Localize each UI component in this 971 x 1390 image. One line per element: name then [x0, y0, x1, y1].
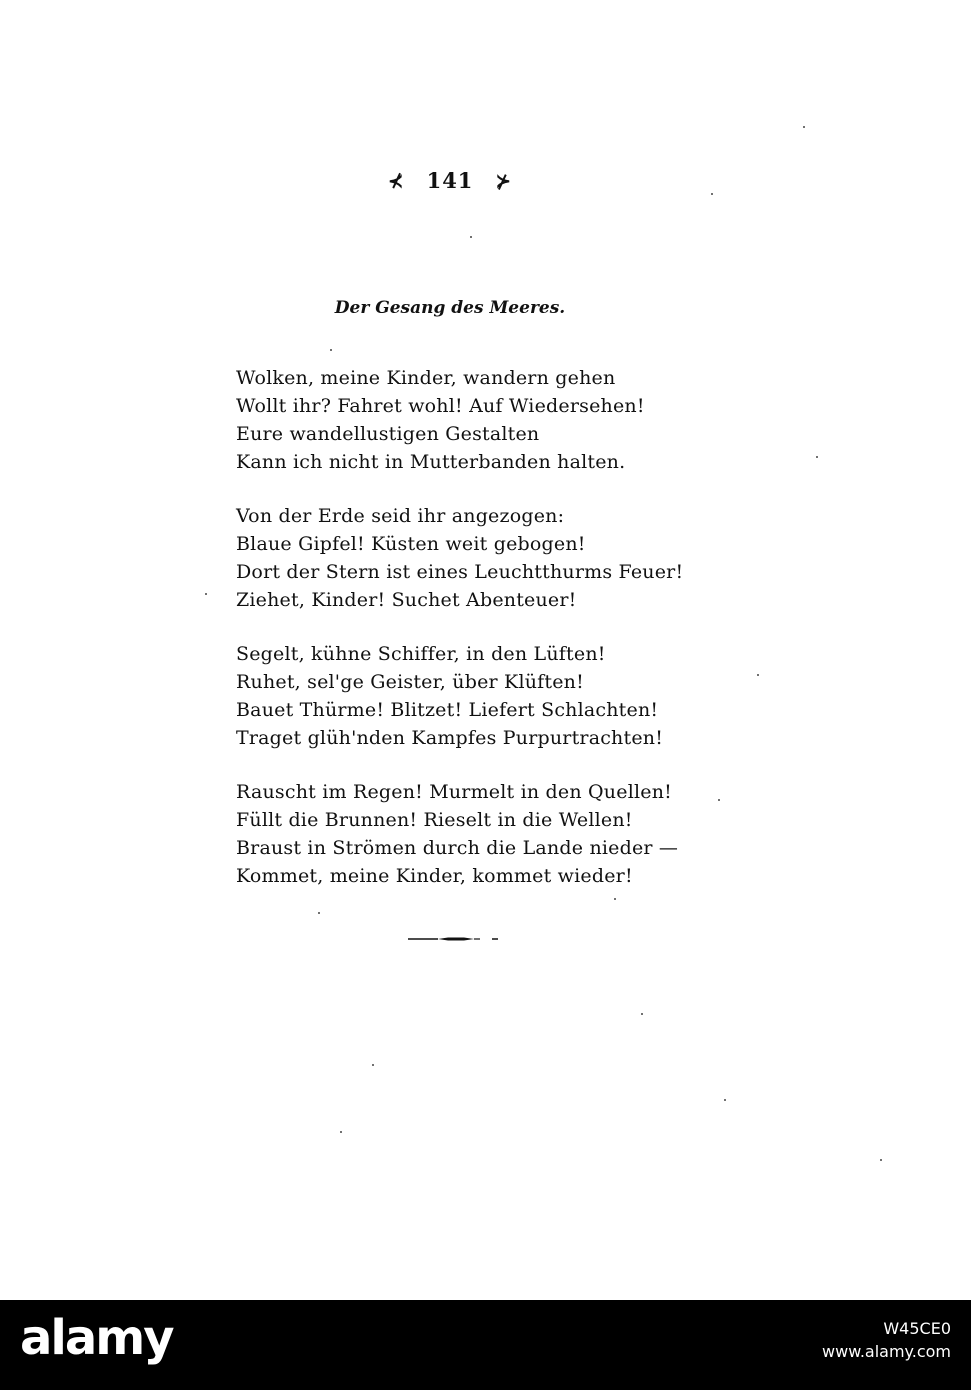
poem-line: Bauet Thürme! Blitzet! Liefert Schlachten!: [236, 699, 659, 721]
speck: [330, 349, 332, 351]
poem-body: [236, 364, 696, 916]
speck: [880, 1159, 882, 1161]
poem-line: Wolken, meine Kinder, wandern gehen: [236, 367, 616, 389]
poem-line: Ziehet, Kinder! Suchet Abenteuer!: [236, 589, 577, 611]
poem-line: Dort der Stern ist eines Leuchtthurms Feuer!: [236, 561, 684, 583]
speck: [614, 898, 616, 900]
poem-line: Eure wandellustigen Gestalten: [236, 423, 540, 445]
watermark-bar: [0, 1300, 971, 1390]
poem-line: Von der Erde seid ihr angezogen:: [236, 505, 565, 527]
poem-line: Segelt, kühne Schiffer, in den Lüften!: [236, 643, 606, 665]
stanza: [236, 778, 696, 890]
speck: [470, 236, 472, 238]
poem-line: Rauscht im Regen! Murmelt in den Quellen!: [236, 781, 672, 803]
poem-line: Füllt die Brunnen! Rieselt in die Wellen!: [236, 809, 633, 831]
speck: [318, 912, 320, 914]
speck: [724, 1099, 726, 1101]
image-id: W45CE0: [883, 1319, 951, 1338]
site-url: www.alamy.com: [822, 1342, 951, 1361]
poem-line: Wollt ihr? Fahret wohl! Auf Wiedersehen!: [236, 395, 645, 417]
speck: [205, 593, 207, 595]
footer-meta: [691, 1318, 951, 1364]
poem-line: Traget glüh'nden Kampfes Purpurtrachten!: [236, 727, 664, 749]
poem-line: Kann ich nicht in Mutterbanden halten.: [236, 451, 626, 473]
poem-title: Der Gesang des Meeres.: [334, 298, 566, 318]
stanza: [236, 640, 696, 752]
speck: [711, 193, 713, 195]
speck: [340, 1131, 342, 1133]
poem-line: Braust in Strömen durch die Lande nieder —: [236, 837, 679, 859]
stanza: [236, 502, 696, 614]
speck: [757, 674, 759, 676]
brand-logo: alamy: [20, 1310, 173, 1366]
poem-line: Kommet, meine Kinder, kommet wieder!: [236, 865, 633, 887]
speck: [718, 799, 720, 801]
ornament-left-icon: ⊀: [388, 171, 405, 192]
page-header: [0, 168, 900, 193]
ornament-right-icon: ⊁: [495, 171, 512, 192]
poem-line: Blaue Gipfel! Küsten weit gebogen!: [236, 533, 586, 555]
end-rule: [408, 933, 498, 945]
speck: [816, 456, 818, 458]
speck: [803, 126, 805, 128]
poem-line: Ruhet, sel'ge Geister, über Klüften!: [236, 671, 584, 693]
stanza: [236, 364, 696, 476]
page-number: 141: [426, 168, 474, 193]
speck: [641, 1013, 643, 1015]
speck: [372, 1064, 374, 1066]
